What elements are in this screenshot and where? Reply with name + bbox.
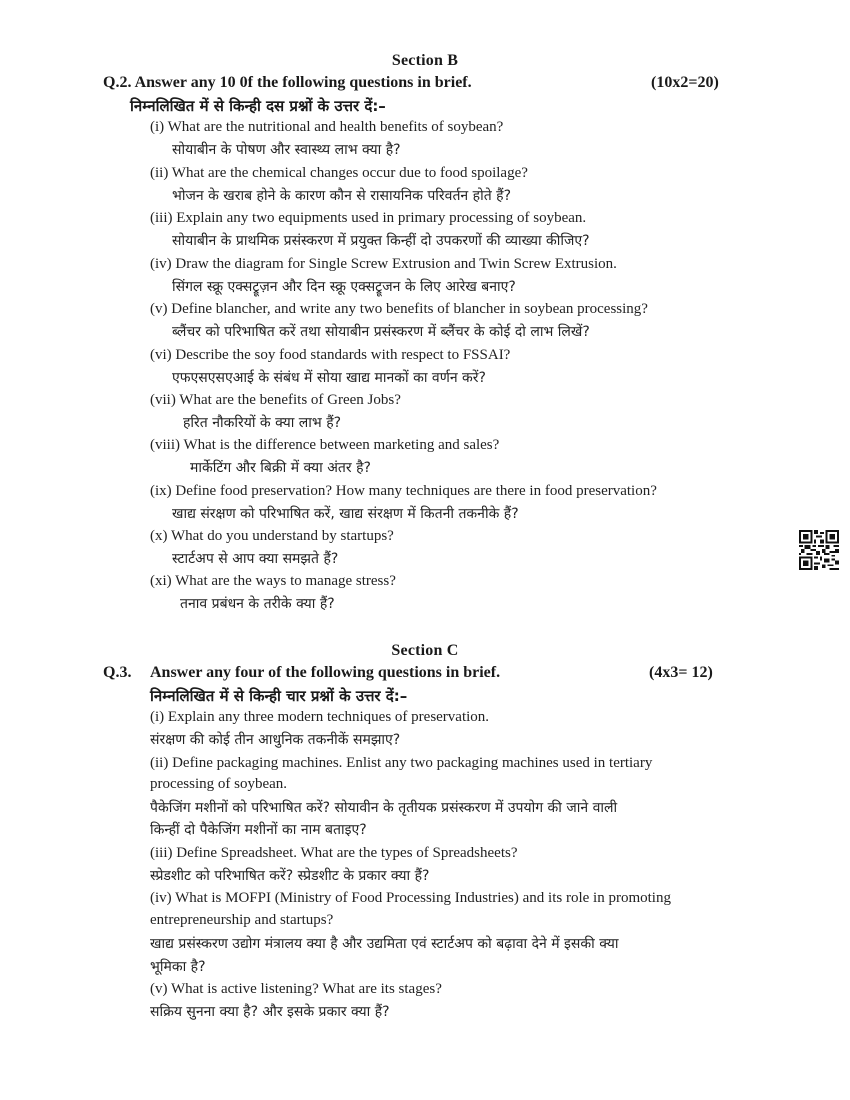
q2-item-3-en: (iii) Explain any two equipments used in primary processing of soybean.: [150, 210, 587, 226]
q3-heading: Answer any four of the following questions in brief.: [150, 664, 501, 681]
q3-line-12: भूमिका है?: [150, 959, 206, 975]
section-c-title: Section C: [391, 642, 459, 659]
q2-item-3-hi: सोयाबीन के प्राथमिक प्रसंस्करण में प्रयुक्त किन्हीं दो उपकरणों की व्याख्या कीजिए?: [172, 233, 590, 249]
q2-item-10-en: (x) What do you understand by startups?: [150, 528, 394, 544]
q2-item-9-hi: खाद्य संरक्षण को परिभाषित करें, खाद्य संरक्षण में कितनी तकनीके हैं?: [172, 506, 519, 522]
q2-item-1-hi: सोयाबीन के पोषण और स्वास्थ्य लाभ क्या है?: [172, 142, 401, 158]
q3-line-6: किन्हीं दो पैकेजिंग मशीनों का नाम बताइए?: [150, 822, 367, 838]
q3-line-8: स्प्रेडशीट को परिभाषित करें? स्प्रेडशीट के प्रकार क्या हैं?: [150, 868, 430, 884]
q3-line-4: processing of soybean.: [150, 776, 288, 792]
q2-item-7-hi: हरित नौकरियों के क्या लाभ हैं?: [183, 415, 342, 431]
q2-item-2-hi: भोजन के खराब होने के कारण कौन से रासायनिक परिवर्तन होते हैं?: [172, 188, 511, 204]
q2-item-11-en: (xi) What are the ways to manage stress?: [150, 573, 396, 589]
q2-marks: (10x2=20): [651, 74, 719, 91]
q3-number: Q.3.: [103, 664, 132, 681]
q3-instruction-hindi: निम्नलिखित में से किन्ही चार प्रश्नों के उत्तर दें:–: [150, 687, 408, 705]
q2-item-2-en: (ii) What are the chemical changes occur due to food spoilage?: [150, 165, 528, 181]
q3-line-14: सक्रिय सुनना क्या है? और इसके प्रकार क्या हैं?: [150, 1004, 390, 1020]
q3-line-3: (ii) Define packaging machines. Enlist any two packaging machines used in tertiary: [150, 755, 653, 771]
q3-line-2: संरक्षण की कोई तीन आधुनिक तकनीकें समझाए?: [150, 732, 401, 748]
q3-line-9: (iv) What is MOFPI (Ministry of Food Processing Industries) and its role in promoting: [150, 890, 671, 906]
q3-line-10: entrepreneurship and startups?: [150, 912, 334, 928]
q3-line-13: (v) What is active listening? What are its stages?: [150, 981, 442, 997]
section-b-title: Section B: [391, 52, 459, 69]
q2-item-8-hi: मार्केटिंग और बिक्री में क्या अंतर है?: [190, 460, 371, 476]
q3-line-5: पैकेजिंग मशीनों को परिभाषित करें? सोयावीन के तृतीयक प्रसंस्करण में उपयोग की जाने वाली: [150, 800, 618, 816]
q2-item-1-en: (i) What are the nutritional and health benefits of soybean?: [150, 119, 504, 135]
q2-item-11-hi: तनाव प्रबंधन के तरीके क्या हैं?: [180, 596, 335, 612]
q2-item-6-hi: एफएसएसएआई के संबंध में सोया खाद्य मानकों का वर्णन करें?: [172, 370, 486, 386]
q2-instruction-hindi: निम्नलिखित में से किन्ही दस प्रश्नों के उत्तर दें:–: [130, 97, 386, 115]
q2-item-8-en: (viii) What is the difference between marketing and sales?: [150, 437, 500, 453]
q2-item-5-hi: ब्लैंचर को परिभाषित करें तथा सोयाबीन प्रसंस्करण में ब्लैंचर के कोई दो लाभ लिखें?: [172, 324, 590, 340]
qr-code-icon: [799, 530, 839, 570]
q2-item-4-hi: सिंगल स्क्रू एक्सट्रूज़न और दिन स्क्रू एक्सट्रूजन के लिए आरेख बनाए?: [172, 279, 516, 295]
q2-item-9-en: (ix) Define food preservation? How many techniques are there in food preservation?: [150, 483, 657, 499]
q3-line-7: (iii) Define Spreadsheet. What are the types of Spreadsheets?: [150, 845, 518, 861]
q2-item-4-en: (iv) Draw the diagram for Single Screw Extrusion and Twin Screw Extrusion.: [150, 256, 617, 272]
q3-line-1: (i) Explain any three modern techniques of preservation.: [150, 709, 490, 725]
q2-item-6-en: (vi) Describe the soy food standards with respect to FSSAI?: [150, 347, 511, 363]
q3-marks: (4x3= 12): [649, 664, 713, 681]
q2-item-7-en: (vii) What are the benefits of Green Jobs?: [150, 392, 401, 408]
q2-heading: Q.2. Answer any 10 0f the following questions in brief.: [103, 74, 472, 91]
q2-item-5-en: (v) Define blancher, and write any two benefits of blancher in soybean processing?: [150, 301, 648, 317]
q3-line-11: खाद्य प्रसंस्करण उद्योग मंत्रालय क्या है और उद्यमिता एवं स्टार्टअप को बढ़ावा देने में इसकी क्या: [150, 936, 619, 952]
q2-item-10-hi: स्टार्टअप से आप क्या समझते हैं?: [172, 551, 339, 567]
